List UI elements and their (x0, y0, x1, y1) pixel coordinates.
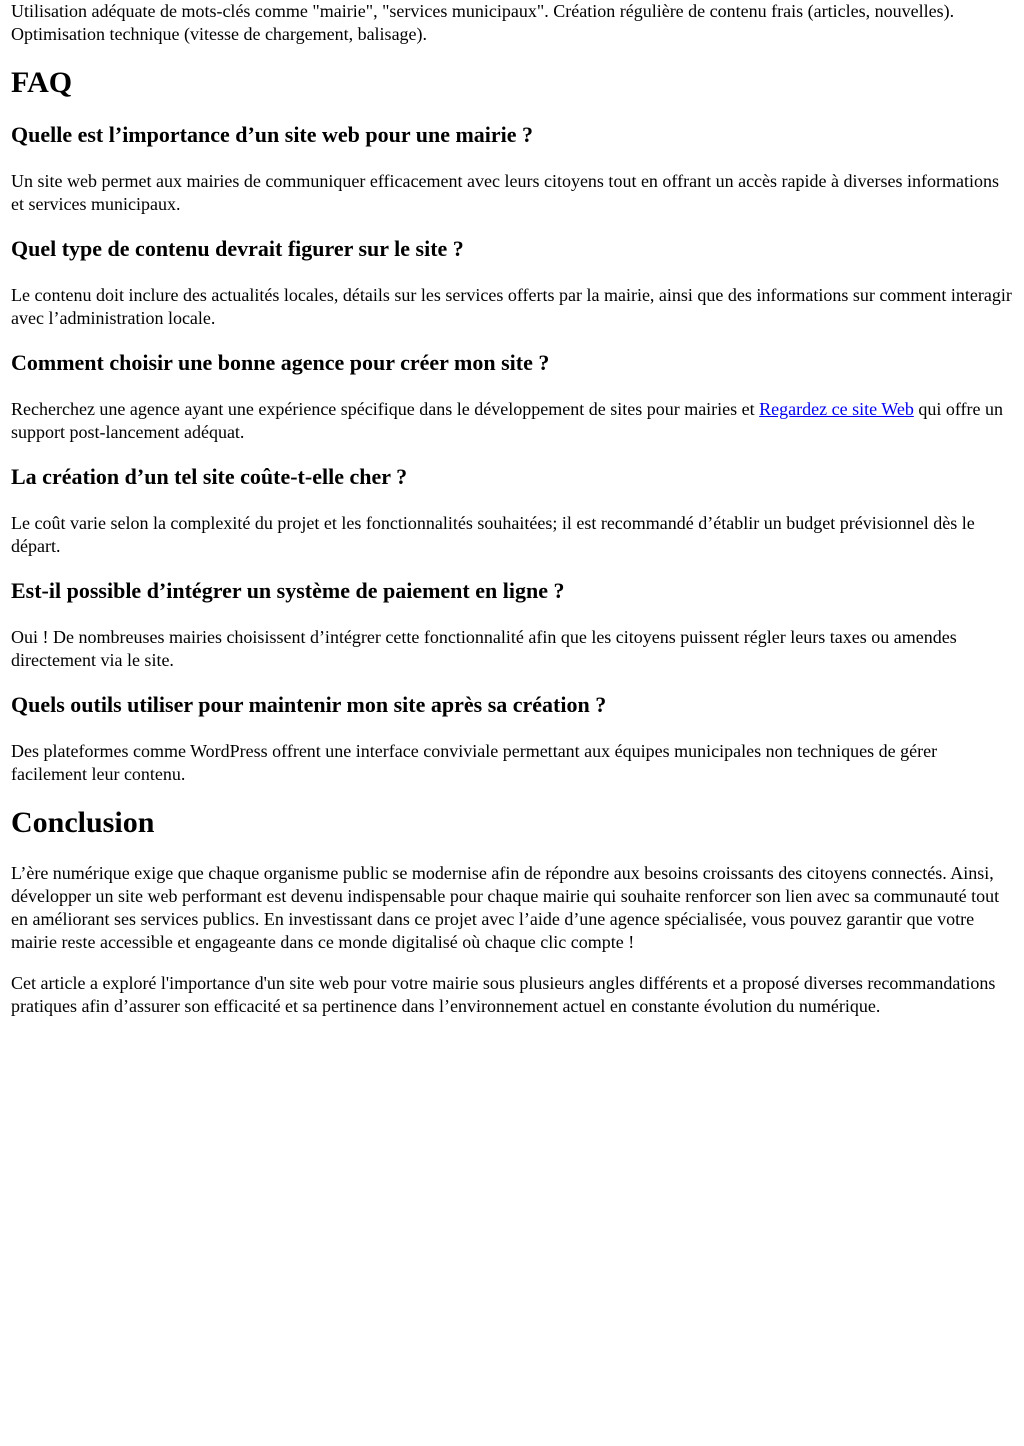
answer-text-after: qui offre un support post-lancement adéquat. (11, 399, 1003, 442)
faq-question: Quel type de contenu devrait figurer sur le site ? (11, 236, 464, 261)
faq-answer: Oui ! De nombreuses mairies choisissent d’intégrer cette fonctionnalité afin que les citoyens puissent régler leurs taxes ou amendes directement via le site. (11, 627, 957, 670)
conclusion-paragraph: L’ère numérique exige que chaque organisme public se modernise afin de répondre aux besoins croissants des citoyens connectés. Ainsi, développer un site web performant est devenu indispensable pour chaque mairie qui souhaite renforcer son lien avec sa communauté tout en améliorant ses services publics. En investissant dans ce projet avec l’aide d’une agence spécialisée, vous pouvez garantir que votre mairie reste accessible et engageante dans ce monde digitalisé où chaque clic compte ! (11, 863, 1000, 952)
faq-answer: Le coût varie selon la complexité du projet et les fonctionnalités souhaitées; il est recommandé d’établir un budget prévisionnel dès le départ. (11, 513, 975, 556)
faq-question: Quels outils utiliser pour maintenir mon site après sa création ? (11, 692, 607, 717)
agency-website-link[interactable]: Regardez ce site Web (759, 399, 914, 419)
faq-question: Quelle est l’importance d’un site web pour une mairie ? (11, 122, 534, 147)
faq-question: La création d’un tel site coûte-t-elle cher ? (11, 464, 408, 489)
answer-text-before: Recherchez une agence ayant une expérience spécifique dans le développement de sites pour mairies et (11, 399, 760, 419)
faq-answer: Le contenu doit inclure des actualités locales, détails sur les services offerts par la mairie, ainsi que des informations sur comment interagir avec l’administration locale. (11, 285, 1012, 328)
faq-answer: Des plateformes comme WordPress offrent une interface conviviale permettant aux équipes municipales non techniques de gérer facilement leur contenu. (11, 741, 938, 784)
faq-question: Est-il possible d’intégrer un système de paiement en ligne ? (11, 578, 565, 603)
intro-paragraph: Utilisation adéquate de mots-clés comme "mairie", "services municipaux". Création régulière de contenu frais (articles, nouvelles). Optimisation technique (vitesse de chargement, balisage). (11, 1, 955, 44)
conclusion-paragraph: Cet article a exploré l'importance d'un site web pour votre mairie sous plusieurs angles différents et a proposé diverses recommandations pratiques afin d’assurer son efficacité et sa pertinence dans l’environnement actuel en constante évolution du numérique. (11, 973, 996, 1016)
conclusion-heading: Conclusion (11, 806, 155, 839)
faq-heading: FAQ (11, 66, 73, 99)
faq-answer-with-link (11, 398, 1014, 444)
faq-answer: Un site web permet aux mairies de communiquer efficacement avec leurs citoyens tout en offrant un accès rapide à diverses informations et services municipaux. (11, 171, 999, 214)
faq-question: Comment choisir une bonne agence pour créer mon site ? (11, 350, 550, 375)
